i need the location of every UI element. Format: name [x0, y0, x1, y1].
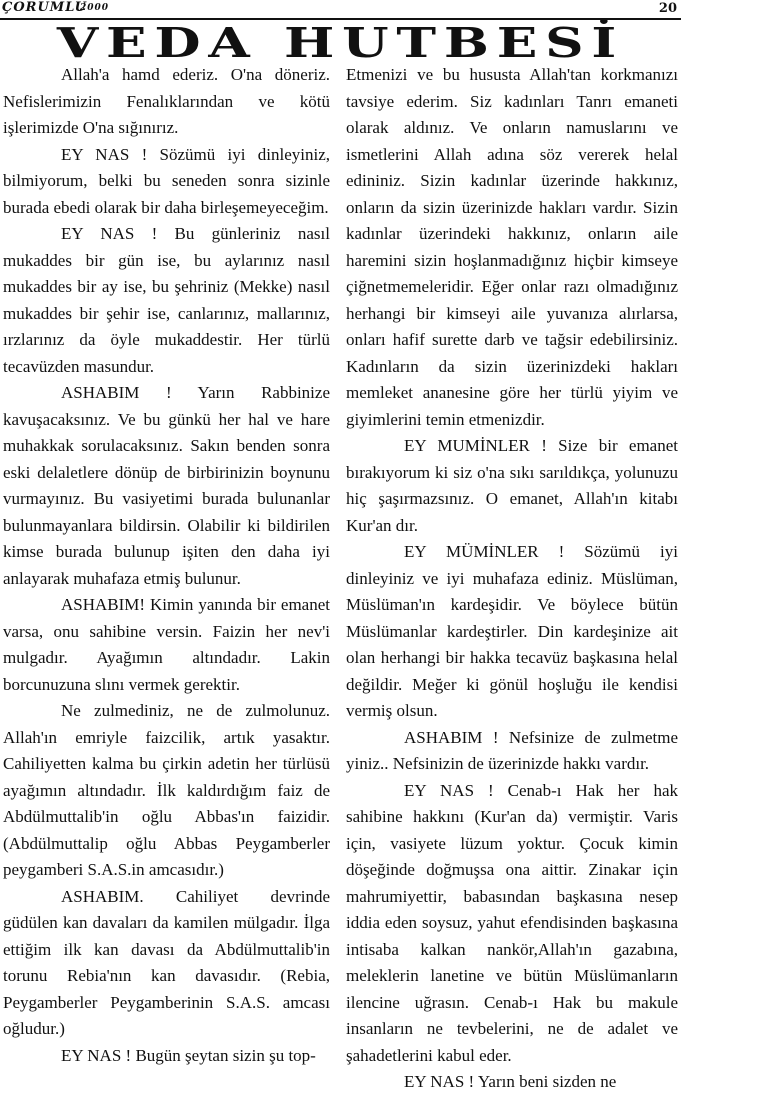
right-column [346, 62, 678, 1096]
paragraph: ASHABIM ! Nefsinize de zulmetme yiniz.. Nefsinizin de üzerinizde hakkı vardır. [346, 727, 678, 773]
article-title: VEDA HUTBESİ [56, 19, 625, 67]
page-header [0, 0, 681, 18]
paragraph: EY NAS ! Yarın beni sizden ne [404, 1072, 617, 1091]
paragraph: EY MÜMİNLER ! Sözümü iyi dinleyiniz ve iyi muhafaza ediniz. Müslüman, Müslüman'ın kardeşidir. Ve böylece bütün Müslümanlar kardeştirler. Din kardeşinize ait olan herhangi bir hakka tecavüz başkasına helal değildir. Meğer ki gönül hoşluğu ile kendisi vermiş olsun. [346, 542, 678, 720]
paragraph: EY NAS ! Sözümü iyi dinleyiniz, bilmiyorum, belki bu seneden sonra sizinle burada ebedi olarak bir daha birleşemeyeceğim. [3, 144, 330, 217]
paragraph: EY NAS ! Cenab-ı Hak her hak sahibine hakkını (Kur'an da) vermiştir. Varis için, vasiyete lüzum yoktur. Çocuk kimin döşeğinde doğmuşsa ona aittir. Zinakar için mahrumiyettir, babasından başkasına nesep iddia eden soysuz, yahut efendisinden başkasına intisaba kalkan nankör,Allah'ın gazabına, meleklerin lanetine ve bütün Müslümanların ilencine uğrasın. Cenab-ı Hak bu makule insanların ne tevbelerini, ne de adalet ve şahadetlerini kabul eder. [346, 780, 678, 1065]
left-column [3, 62, 330, 1069]
paragraph: EY NAS ! Bu günleriniz nasıl mukaddes bir gün ise, bu aylarınız nasıl mukaddes bir ay ise, bu şehriniz (Mekke) nasıl mukaddes bir şehir ise, canlarınız, mallarınız, ırzlarınız da öyle mukaddestir. Her türlü tecavüzden masundur. [3, 224, 330, 376]
paragraph: EY NAS ! Bugün şeytan sizin şu top- [61, 1045, 316, 1065]
paragraph: Etmenizi ve bu hususta Allah'tan korkmanızı tavsiye ederim. Siz kadınları Tanrı emaneti olarak aldınız. Ve onların namuslarını ve ismetlerini Allah adına söz vererek helal edininiz. Sizin kadınlar üzerinde hakkınız, onların da sizin üzerinizde hakları vardır. Sizin kadınlar üzerindeki hakkınız, onların aile haremini sizin hoşlanmadığınız hiçbir kimseye çiğnetmemeleridir. Eğer onlar razı olmadığınız herhangi bir kimseyi aile yuvanıza alırlarsa, onları hafif surette darb ve tağsir edebilirsiniz. Kadınların da sizin üzerinizdeki hakları memleket ananesine göre her türlü yiyim ve giyimlerini temin etmenizdir. [346, 65, 678, 429]
paragraph: Ne zulmediniz, ne de zulmolunuz. Allah'ın emriyle faizcilik, artık yasaktır. Cahiliyetten kalma bu çirkin adetin her türlüsü ayağımın altındadır. İlk kaldırdığım faiz de Abdülmuttalib'in oğlu Abbas'ın faizidir. (Abdülmuttalip oğlu Abbas Peygamberler peygamberi S.A.S.in amcasıdır.) [3, 701, 330, 879]
paragraph: ASHABIM ! Yarın Rabbinize kavuşacaksınız. Ve bu günkü her hal ve hare muhakkak sorulacaksınız. Sakın benden sonra eski delaletlere dönüp de birbirinizin boynunu vurmayınız. Bu vasiyetimi burada bulunanlar bulunmayanlara bildirsin. Olabilir ki bildirilen kimse burada bulunup işiten den daha iyi anlayarak muhafaza etmiş bulunur. [3, 383, 330, 588]
magazine-year: 2000 [80, 3, 110, 13]
paragraph: ASHABIM! Kimin yanında bir emanet varsa, onu sahibine versin. Faizin her nev'i mulgadır. Ayağımın altındadır. Lakin borcunuzuna slını vermek gerektir. [3, 595, 330, 694]
magazine-name: ÇORUMLU [2, 0, 87, 15]
paragraph: ASHABIM. Cahiliyet devrinde güdülen kan davaları da kamilen mülgadır. İlga ettiğim ilk kan davası da Abdülmuttalib'in torunu Rebia'nın kan davasıdır. (Rebia, Peygamberler Peygamberinin S.A.S. amcası oğludur.) [3, 886, 330, 1038]
page-number: 20 [658, 1, 677, 16]
paragraph: EY MUMİNLER ! Size bir emanet bırakıyorum ki siz o'na sıkı sarıldıkça, yolunuzu hiç şaşırmazsınız. O emanet, Allah'ın kitabı Kur'an dır. [346, 436, 678, 535]
paragraph: Allah'a hamd ederiz. O'na döneriz. Nefislerimizin Fenalıklarından ve kötü işlerimizde O'na sığınırız. [3, 65, 330, 137]
